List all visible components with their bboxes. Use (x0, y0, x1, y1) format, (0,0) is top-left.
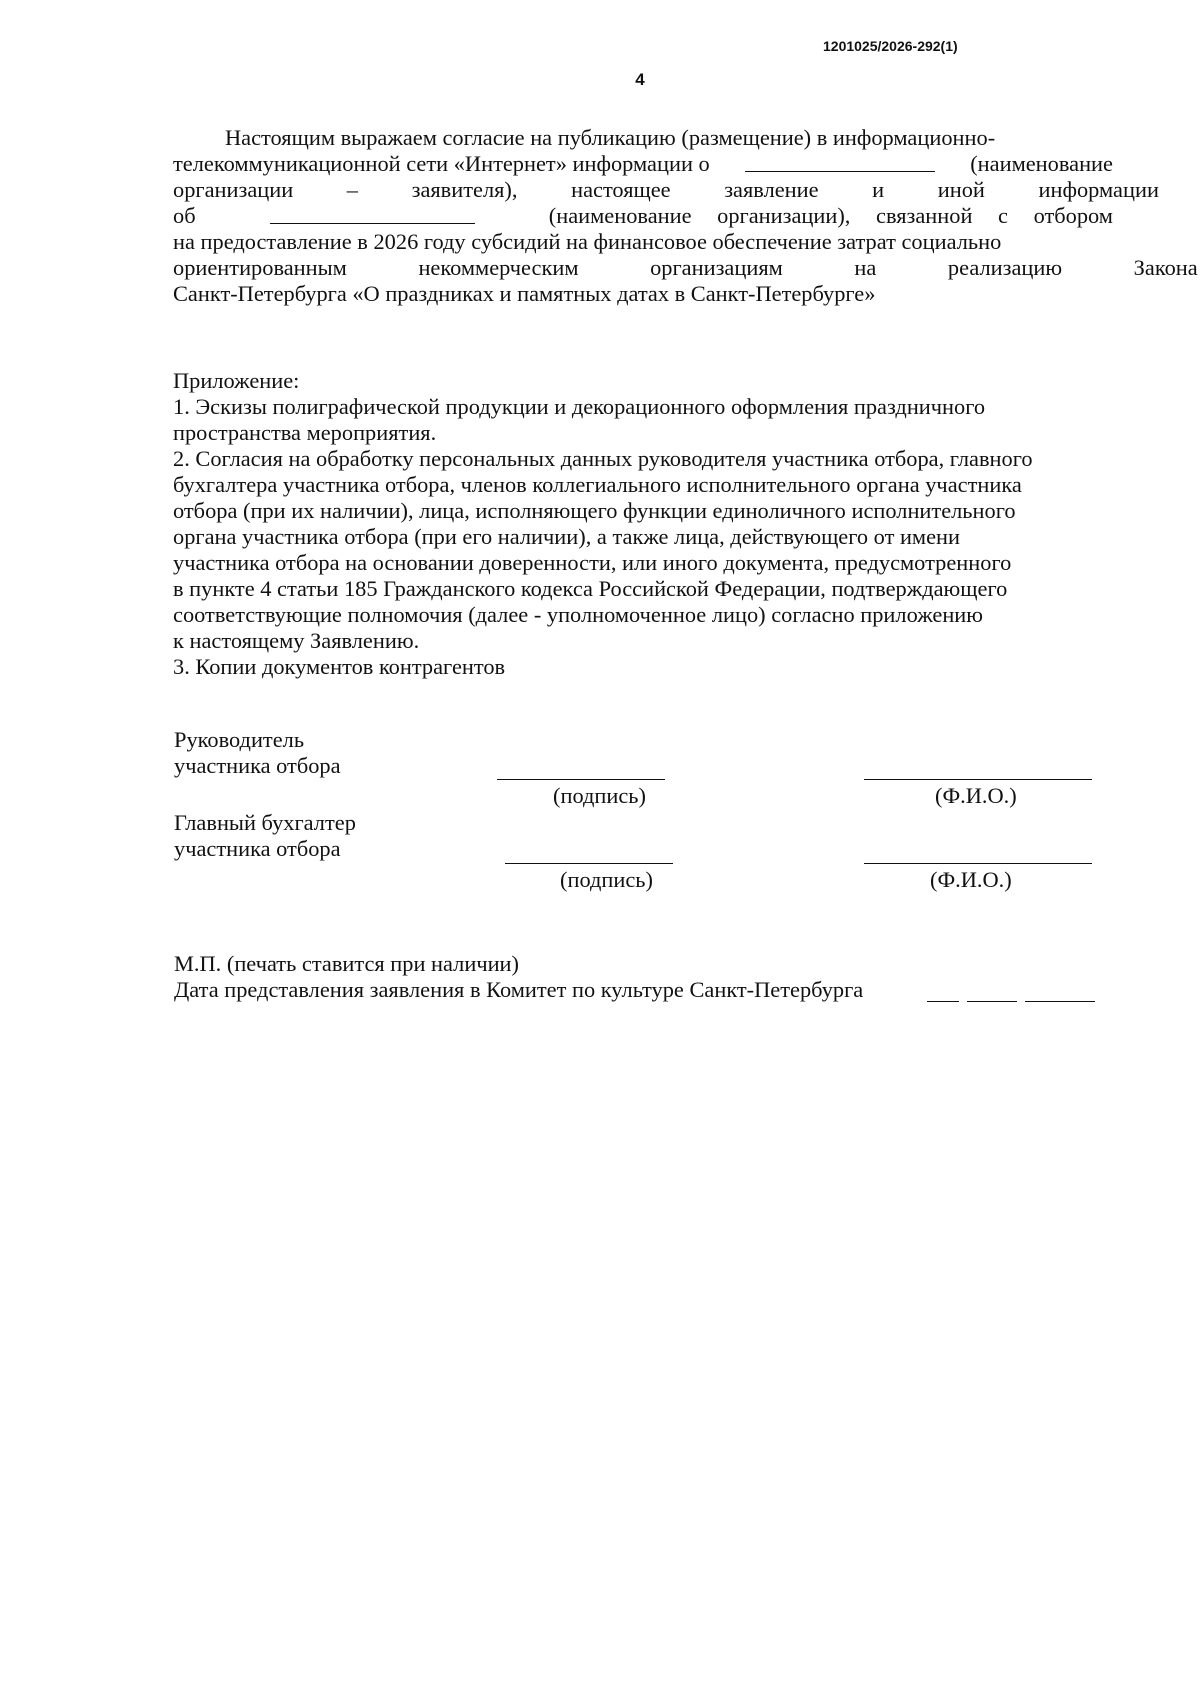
head-title-2: участника отбора (174, 753, 341, 778)
date-month-blank[interactable] (967, 1001, 1017, 1002)
attachment-item-3: 3. Копии документов контрагентов (173, 654, 506, 679)
attachment-item-2-line (173, 550, 1113, 576)
attachment-text: к настоящему Заявлению. (173, 628, 420, 653)
attachment-text: органа участника отбора (при его наличии), а также лица, действующего от имени (173, 524, 961, 549)
accountant-name-label: (Ф.И.О.) (930, 867, 1012, 892)
head-signature-label: (подпись) (553, 783, 646, 808)
attachment-text: соответствующие полномочия (далее - уполномоченное лицо) согласно приложению (173, 602, 984, 627)
attachments-section (173, 368, 1113, 680)
consent-line-7 (173, 281, 1113, 307)
attachment-item-1 (173, 394, 1113, 420)
consent-text: (наименование организации), связанной с отбором (548, 203, 1113, 228)
consent-text: Настоящим выражаем согласие на публикацию (размещение) в информационно- (225, 125, 996, 150)
document-number: 1201025/2026-292(1) (823, 38, 958, 54)
consent-text: ориентированным некоммерческим организациям на реализацию Закона (173, 255, 1198, 280)
attachment-item-2 (173, 446, 1113, 472)
consent-line-1 (173, 125, 1113, 151)
consent-text: (наименование (970, 151, 1113, 176)
accountant-title: Главный бухгалтер (174, 810, 356, 835)
date-day-blank[interactable] (927, 1001, 959, 1002)
consent-text: организации – заявителя), настоящее заявление и иной информации (173, 177, 1159, 202)
attachment-item-2-line (173, 602, 1113, 628)
stamp-note: М.П. (печать ставится при наличии) (174, 951, 519, 976)
attachment-item-2-line (173, 576, 1113, 602)
attachment-text: пространства мероприятия. (173, 420, 437, 445)
accountant-name-line[interactable] (864, 863, 1092, 864)
consent-line-5 (173, 229, 1113, 255)
accountant-signature-line[interactable] (505, 863, 673, 864)
accountant-signature-label: (подпись) (560, 867, 653, 892)
attachment-item-2-line (173, 498, 1113, 524)
attachment-text: 1. Эскизы полиграфической продукции и декорационного оформления праздничного (173, 394, 986, 419)
head-name-line[interactable] (864, 779, 1092, 780)
page-number: 4 (635, 70, 645, 89)
consent-text: Санкт-Петербурга «О праздниках и памятных датах в Санкт-Петербурге» (173, 281, 876, 306)
attachment-item-2-line (173, 524, 1113, 550)
consent-line-6 (173, 255, 1198, 281)
attachments-heading: Приложение: (173, 368, 300, 393)
organization-about-blank[interactable] (270, 203, 475, 224)
attachment-text: бухгалтера участника отбора, членов коллегиального исполнительного органа участника (173, 472, 1022, 497)
attachment-text: в пункте 4 статьи 185 Гражданского кодекса Российской Федерации, подтверждающего (173, 576, 1008, 601)
head-signature-line[interactable] (497, 779, 665, 780)
accountant-title-2: участника отбора (174, 836, 341, 861)
consent-text: телекоммуникационной сети «Интернет» информации о (173, 151, 710, 176)
attachment-text: отбора (при их наличии), лица, исполняющего функции единоличного исполнительного (173, 498, 1016, 523)
consent-line-4 (173, 203, 1113, 229)
consent-text: на предоставление в 2026 году субсидий на финансовое обеспечение затрат социально (173, 229, 1002, 254)
attachment-text: участника отбора на основании доверенности, или иного документа, предусмотренного (173, 550, 1012, 575)
date-year-blank[interactable] (1025, 1001, 1095, 1002)
attachment-item-2-line (173, 472, 1113, 498)
consent-line-3 (173, 177, 1159, 203)
head-name-label: (Ф.И.О.) (935, 783, 1017, 808)
consent-paragraph (173, 125, 1198, 307)
submission-date-label: Дата представления заявления в Комитет по культуре Санкт-Петербурга (174, 977, 864, 1002)
organization-name-blank[interactable] (745, 151, 935, 172)
attachment-text: 2. Согласия на обработку персональных данных руководителя участника отбора, главного (173, 446, 1033, 471)
head-title: Руководитель (174, 727, 305, 752)
consent-text: об (173, 203, 196, 228)
consent-line-2 (173, 151, 1113, 177)
